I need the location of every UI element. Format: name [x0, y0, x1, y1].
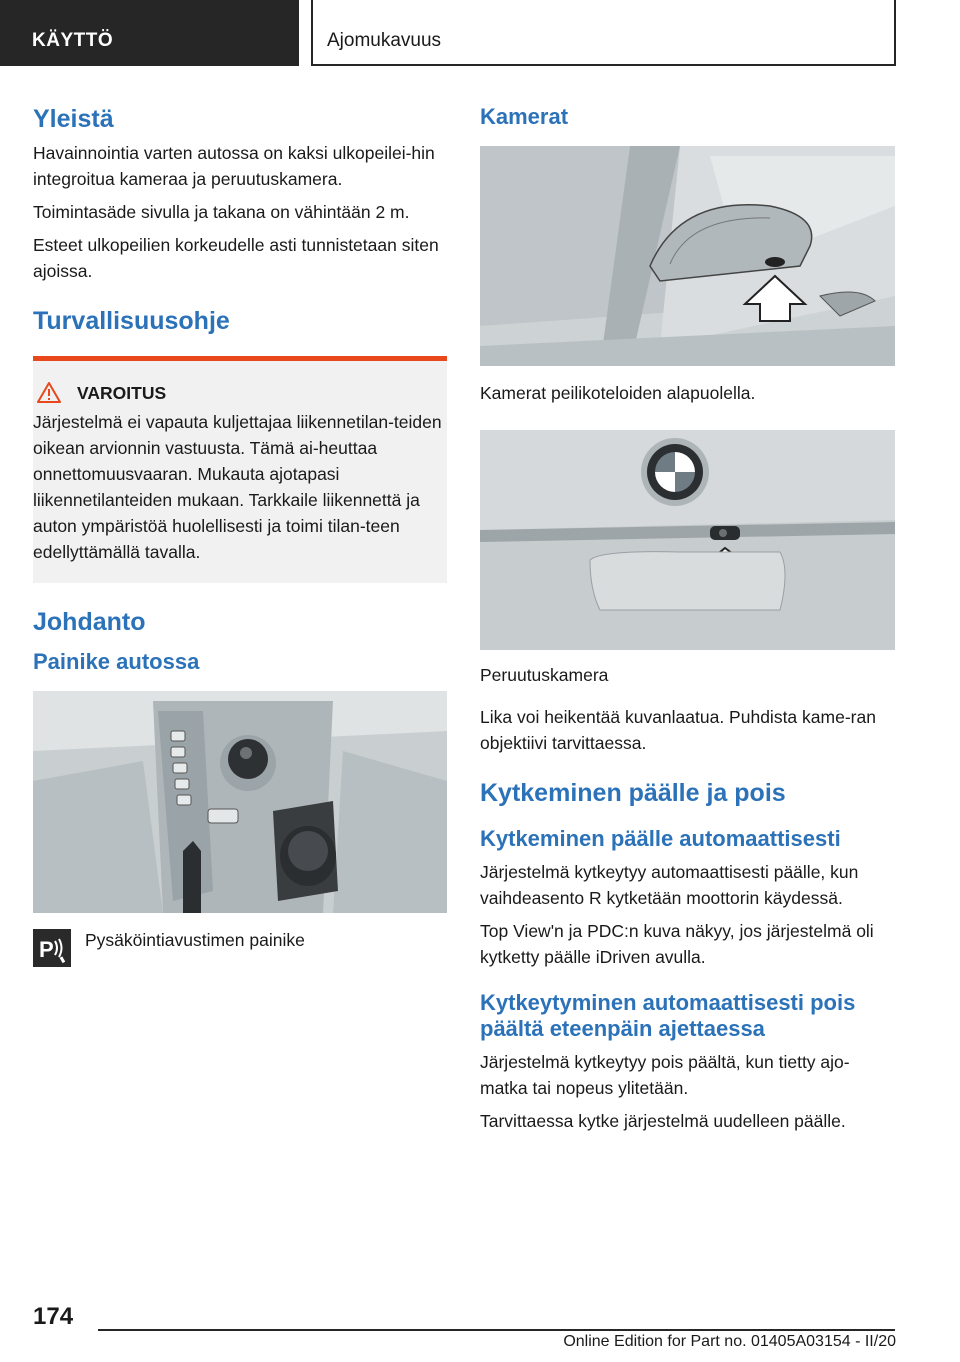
page-header [0, 0, 960, 66]
safety-title: Turvallisuusohje [33, 307, 230, 335]
auto-on-p1: Järjestelmä kytkeytyy automaattisesti päälle, kun vaihdeasento R kytketään moottorin käydessä. [480, 861, 859, 908]
button-subtitle: Painike autossa [33, 649, 200, 674]
onoff-title: Kytkeminen päälle ja pois [480, 779, 786, 808]
edition-text: Online Edition for Part no. 01405A03154 - II/20 [563, 1333, 896, 1350]
chapter-title: Ajomukavuus [311, 0, 896, 66]
general-p2: Toimintasäde sivulla ja takana on vähintään 2 m. [33, 202, 410, 222]
section-tab: KÄYTTÖ [0, 0, 299, 66]
svg-text:P: P [39, 937, 54, 963]
general-title: Yleistä [33, 105, 114, 133]
side-mirror-camera-image [480, 146, 895, 366]
page-number: 174 [33, 1303, 74, 1330]
footer-divider [98, 1329, 895, 1331]
right-column [480, 100, 895, 1134]
parking-p-icon [33, 929, 71, 967]
parking-assist-caption: Pysäköintiavustimen painike [85, 930, 305, 951]
auto-off-title: Kytkeytyminen automaattisesti pois päältä eteenpäin ajettaessa [480, 989, 856, 1042]
general-p3: Esteet ulkopeilien korkeudelle asti tunnistetaan siten ajoissa. [33, 235, 439, 281]
left-column [33, 100, 447, 967]
center-console-image [33, 691, 447, 913]
warning-box [33, 356, 447, 583]
warning-text: Järjestelmä ei vapauta kuljettajaa liikennetilan-teiden oikean arvionnin vastuusta. Tämä ai-heuttaa onnettomuusvaaran. Mukauta ajotapasi liikennetilanteiden mukaan. Tarkkaile liikennettä ja auton ympäristöä huolellisesti ja toimi tilan-teen edellyttämällä tavalla. [33, 412, 442, 562]
auto-off-p1: Järjestelmä kytkeytyy pois päältä, kun tietty ajo-matka tai nopeus ylitetään. [480, 1051, 850, 1098]
parking-assist-button-icon [33, 929, 71, 967]
cameras-title: Kamerat [480, 104, 569, 129]
parking-assist-row [33, 929, 447, 967]
auto-on-title: Kytkeminen päälle automaattisesti [480, 826, 841, 852]
camera-caption-1: Kamerat peilikoteloiden alapuolella. [480, 383, 756, 404]
auto-on-p2: Top View'n ja PDC:n kuva näkyy, jos järjestelmä oli kytketty päälle iDriven avulla. [480, 920, 874, 967]
camera-p1: Lika voi heikentää kuvanlaatua. Puhdista kame-ran objektiivi tarvittaessa. [480, 707, 876, 754]
warning-triangle-icon [37, 381, 61, 405]
warning-label: VAROITUS [77, 382, 167, 403]
auto-off-p2: Tarvittaessa kytke järjestelmä uudelleen päälle. [480, 1110, 846, 1131]
rear-camera-image [480, 430, 895, 650]
intro-title: Johdanto [33, 608, 146, 636]
general-p1: Havainnointia varten autossa on kaksi ulkopeilei-hin integroitua kameraa ja peruutuskamera. [33, 143, 435, 189]
camera-caption-2: Peruutuskamera [480, 665, 609, 686]
